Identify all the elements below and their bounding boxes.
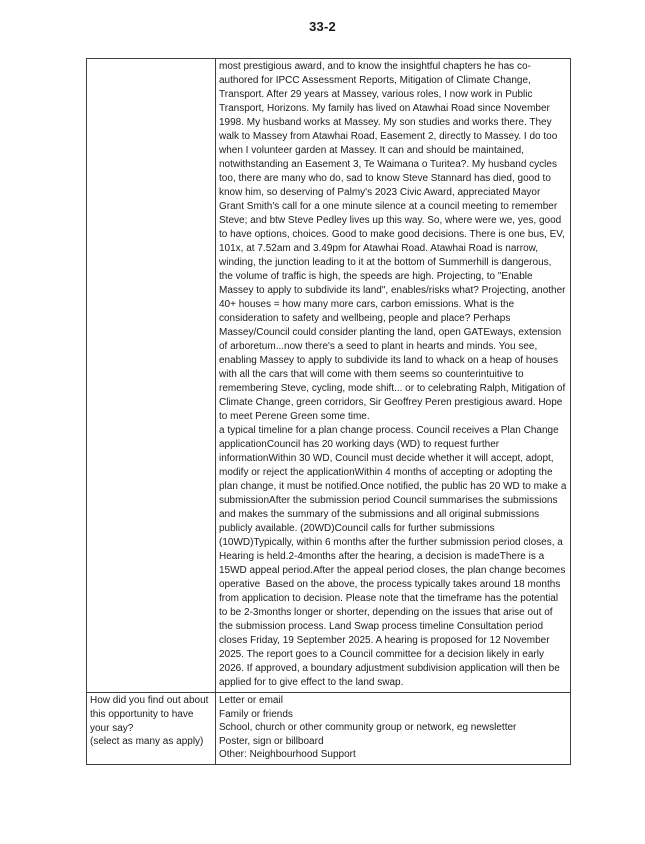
page-number: 33-2 — [309, 19, 336, 34]
answer-list-cell — [216, 693, 571, 765]
answer-line-letter-or-email: Letter or email — [219, 695, 283, 706]
answer-line-community-group: School, church or other community group or network, eg newsletter — [219, 722, 517, 733]
answer-line-family-or-friends: Family or friends — [219, 708, 293, 720]
answer-paragraph-personal-statement: most prestigious award, and to know the insightful chapters he has co-authored for IPCC Assessment Reports, Mitigation of Climate Change, Transport. After 29 years at Massey, various roles, I now work in Public Transport, Horizons. My family has lived on Atawhai Road since November 1998. My husband works at Massey. My son studies and works there. They walk to Massey from Atawhai Road, Easement 2, directly to Massey. I do too when I volunteer garden at Massey. It can and should be maintained, notwithstanding an Easement 3, Te Waimana o Turitea?. My husband cycles too, there are many who do, sad to know Steve Stannard has died, good to know him, so deserving of Palmy's 2023 Civic Award, appreciated Mayor Grant Smith's call for a one minute silence at a council meeting to remember Steve; and btw Steve Pedley lives up this way. So, where were we, yes, good to have options, choices. Good to make good decisions. There is one bus, EV, 101x, at 7.52am and 3.49pm for Atawhai Road. Atawhai Road is narrow, winding, the junction leading to it at the bottom of Summerhill is dangerous, the volume of traffic is high, the speeds are high. Projecting, to "Enable Massey to apply to subdivide its land", enables/risks what? Projecting, another 40+ houses = how many more cars, carbon emissions. What is the consideration to safety and wellbeing, people and place? Perhaps Massey/Council could consider planting the land, open GATEways, extension of arboretum...now there's a seed to plant in hearts and minds. You see, enabling Massey to apply to subdivide its land to whack on a heap of houses with all the cars that will come with them seems so counterintuitive to remembering Steve, cycling, mode shift... or to celebrating Ralph, Mitigation of Climate Change, green corridors, Sir Geoffrey Peren prestigious award. Hope to meet Perene Green some time. — [219, 61, 569, 422]
question-label: How did you find out about this opportunity to have your say? — [90, 695, 209, 734]
answer-line-other-neighbourhood-support: Other: Neighbourhood Support — [219, 749, 356, 760]
answer-paragraph-plan-change-timeline: a typical timeline for a plan change process. Council receives a Plan Change applicationCouncil has 20 working days (WD) to request further informationWithin 30 WD, Council must decide whether it will accept, adopt, modify or reject the applicationWithin 4 months of accepting or adopting the plan change, it must be notified.Once notified, the public has 20 WD to make a submissionAfter the submission period Council summarises the submissions and makes the summary of the submissions and all original submissions publicly available. (20WD)Council calls for further submissions (10WD)Typically, within 6 months after the further submission period closes, a Hearing is held.2-4months after the hearing, a decision is madeThere is a 15WD appeal period.After the appeal period closes, the plan change becomes operative Based on the above, the process typically takes around 18 months from application to decision. Please note that the timeframe has the potential to be 2-3months longer or shorter, depending on the issues that arise out of the submission process. Land Swap process timeline Consultation period closes Friday, 19 September 2025. A hearing is proposed for 12 November 2025. The report goes to a Council committee for a decision likely in early 2026. If approved, a boundary adjustment subdivision application will then be applied for to give effect to the land swap. — [219, 425, 570, 688]
question-cell — [87, 693, 216, 765]
empty-question-cell — [87, 59, 216, 693]
continuation-answer-cell — [216, 59, 571, 693]
question-note: (select as many as apply) — [90, 736, 204, 748]
answer-line-poster-sign-billboard: Poster, sign or billboard — [219, 735, 324, 747]
table-row-how-found-out — [87, 693, 571, 765]
table-row-continuation — [87, 59, 571, 693]
submission-form-table — [86, 58, 571, 765]
